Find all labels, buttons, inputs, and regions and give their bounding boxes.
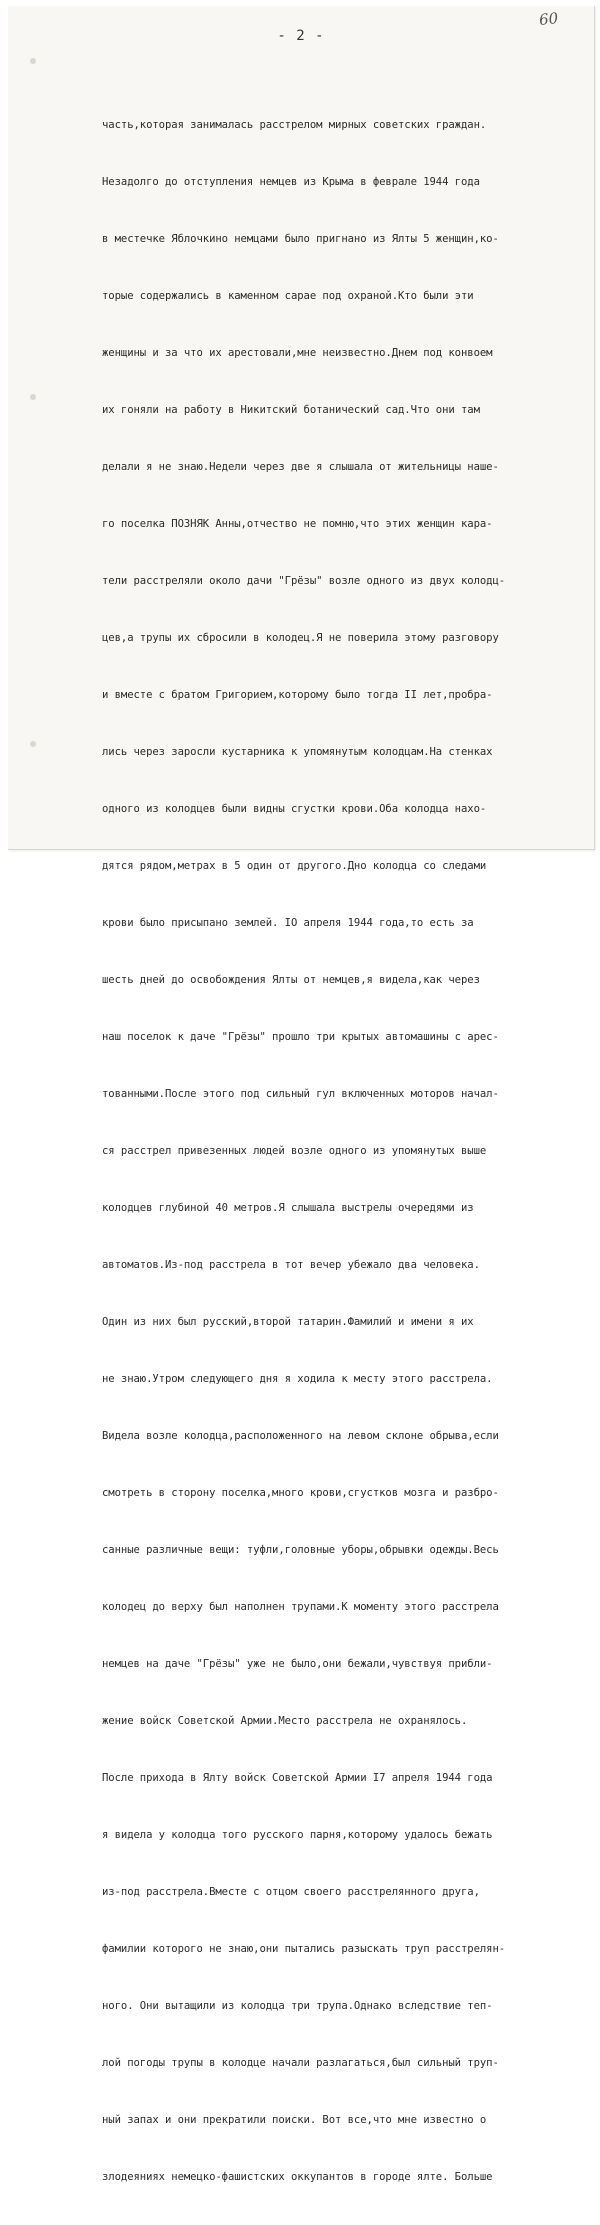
text-line: часть,которая занималась расстрелом мирных советских граждан.: [102, 119, 487, 131]
text-line: тованными.После этого под сильный гул включенных моторов начал-: [102, 1088, 499, 1100]
text-line: крови было присыпано землей. IO апреля 1944 года,то есть за: [102, 917, 474, 929]
text-line: наш поселок к даче "Грёзы" прошло три крытых автомашины с арес-: [102, 1031, 499, 1043]
punch-hole-mark: [30, 741, 36, 747]
text-line: смотреть в сторону поселка,много крови,сгустков мозга и разбро-: [102, 1487, 499, 1499]
text-line: тели расстреляли около дачи "Грёзы" возле одного из двух колодц-: [102, 575, 506, 587]
text-line: не знаю.Утром следующего дня я ходила к месту этого расстрела.: [102, 1373, 493, 1385]
text-line: одного из колодцев были видны сгустки крови.Оба колодца нахо-: [102, 803, 487, 815]
text-line: их гоняли на работу в Никитский ботанический сад.Что они там: [102, 404, 480, 416]
text-line: цев,а трупы их сбросили в колодец.Я не поверила этому разговору: [102, 632, 499, 644]
text-line: торые содержались в каменном сарае под охраной.Кто были эти: [102, 290, 474, 302]
text-line: колодец до верху был наполнен трупами.К моменту этого расстрела: [102, 1601, 499, 1613]
text-line: я видела у колодца того русского парня,которому удалось бежать: [102, 1829, 493, 1841]
archive-sheet-number: 60: [538, 9, 559, 29]
text-line: После прихода в Ялту войск Советской Армии I7 апреля 1944 года: [102, 1772, 493, 1784]
text-line: лой погоды трупы в колодце начали разлагаться,был сильный труп-: [102, 2057, 499, 2069]
text-line: женщины и за что их арестовали,мне неизвестно.Днем под конвоем: [102, 347, 493, 359]
text-line: автоматов.Из-под расстрела в тот вечер убежало два человека.: [102, 1259, 480, 1271]
text-line: Незадолго до отступления немцев из Крыма в феврале 1944 года: [102, 176, 480, 188]
punch-hole-mark: [30, 58, 36, 64]
text-line: санные различные вещи: туфли,головные уборы,обрывки одежды.Весь: [102, 1544, 499, 1556]
text-line: Видела возле колодца,расположенного на левом склоне обрыва,если: [102, 1430, 499, 1442]
text-line: го поселка ПОЗНЯК Анны,отчество не помню,что этих женщин кара-: [102, 518, 493, 530]
text-line: ся расстрел привезенных людей возле одного из упомянутых выше: [102, 1145, 487, 1157]
text-line: ного. Они вытащили из колодца три трупа.Однако вследствие теп-: [102, 2000, 493, 2012]
text-line: шесть дней до освобождения Ялты от немцев,я видела,как через: [102, 974, 480, 986]
text-line: дятся рядом,метрах в 5 один от другого.Дно колодца со следами: [102, 860, 487, 872]
text-line: в местечке Яблочкино немцами было пригнано из Ялты 5 женщин,ко-: [102, 233, 499, 245]
text-line: делали я не знаю.Недели через две я слышала от жительницы наше-: [102, 461, 499, 473]
text-line: жение войск Советской Армии.Место расстрела не охранялось.: [102, 1715, 468, 1727]
typed-body-text: [102, 78, 584, 2225]
text-line: из-под расстрела.Вместе с отцом своего расстрелянного друга,: [102, 1886, 480, 1898]
text-line: Один из них был русский,второй татарин.Фамилий и имени я их: [102, 1316, 474, 1328]
document-page: [8, 6, 595, 2183]
text-line: и вместе с братом Григорием,которому было тогда II лет,пробра-: [102, 689, 493, 701]
text-line: злодеяниях немецко-фашистских оккупантов в городе ялте. Больше: [102, 2171, 493, 2183]
text-line: колодцев глубиной 40 метров.Я слышала выстрелы очередями из: [102, 1202, 474, 1214]
text-line: лись через заросли кустарника к упомянутым колодцам.На стенках: [102, 746, 493, 758]
text-line: немцев на даче "Грёзы" уже не было,они бежали,чувствуя прибли-: [102, 1658, 493, 1670]
page-number: - 2 -: [277, 28, 325, 44]
text-line: ный запах и они прекратили поиски. Вот все,что мне известно о: [102, 2114, 487, 2126]
text-line: фамилии которого не знаю,они пытались разыскать труп расстрелян-: [102, 1943, 506, 1955]
punch-hole-mark: [30, 394, 36, 400]
